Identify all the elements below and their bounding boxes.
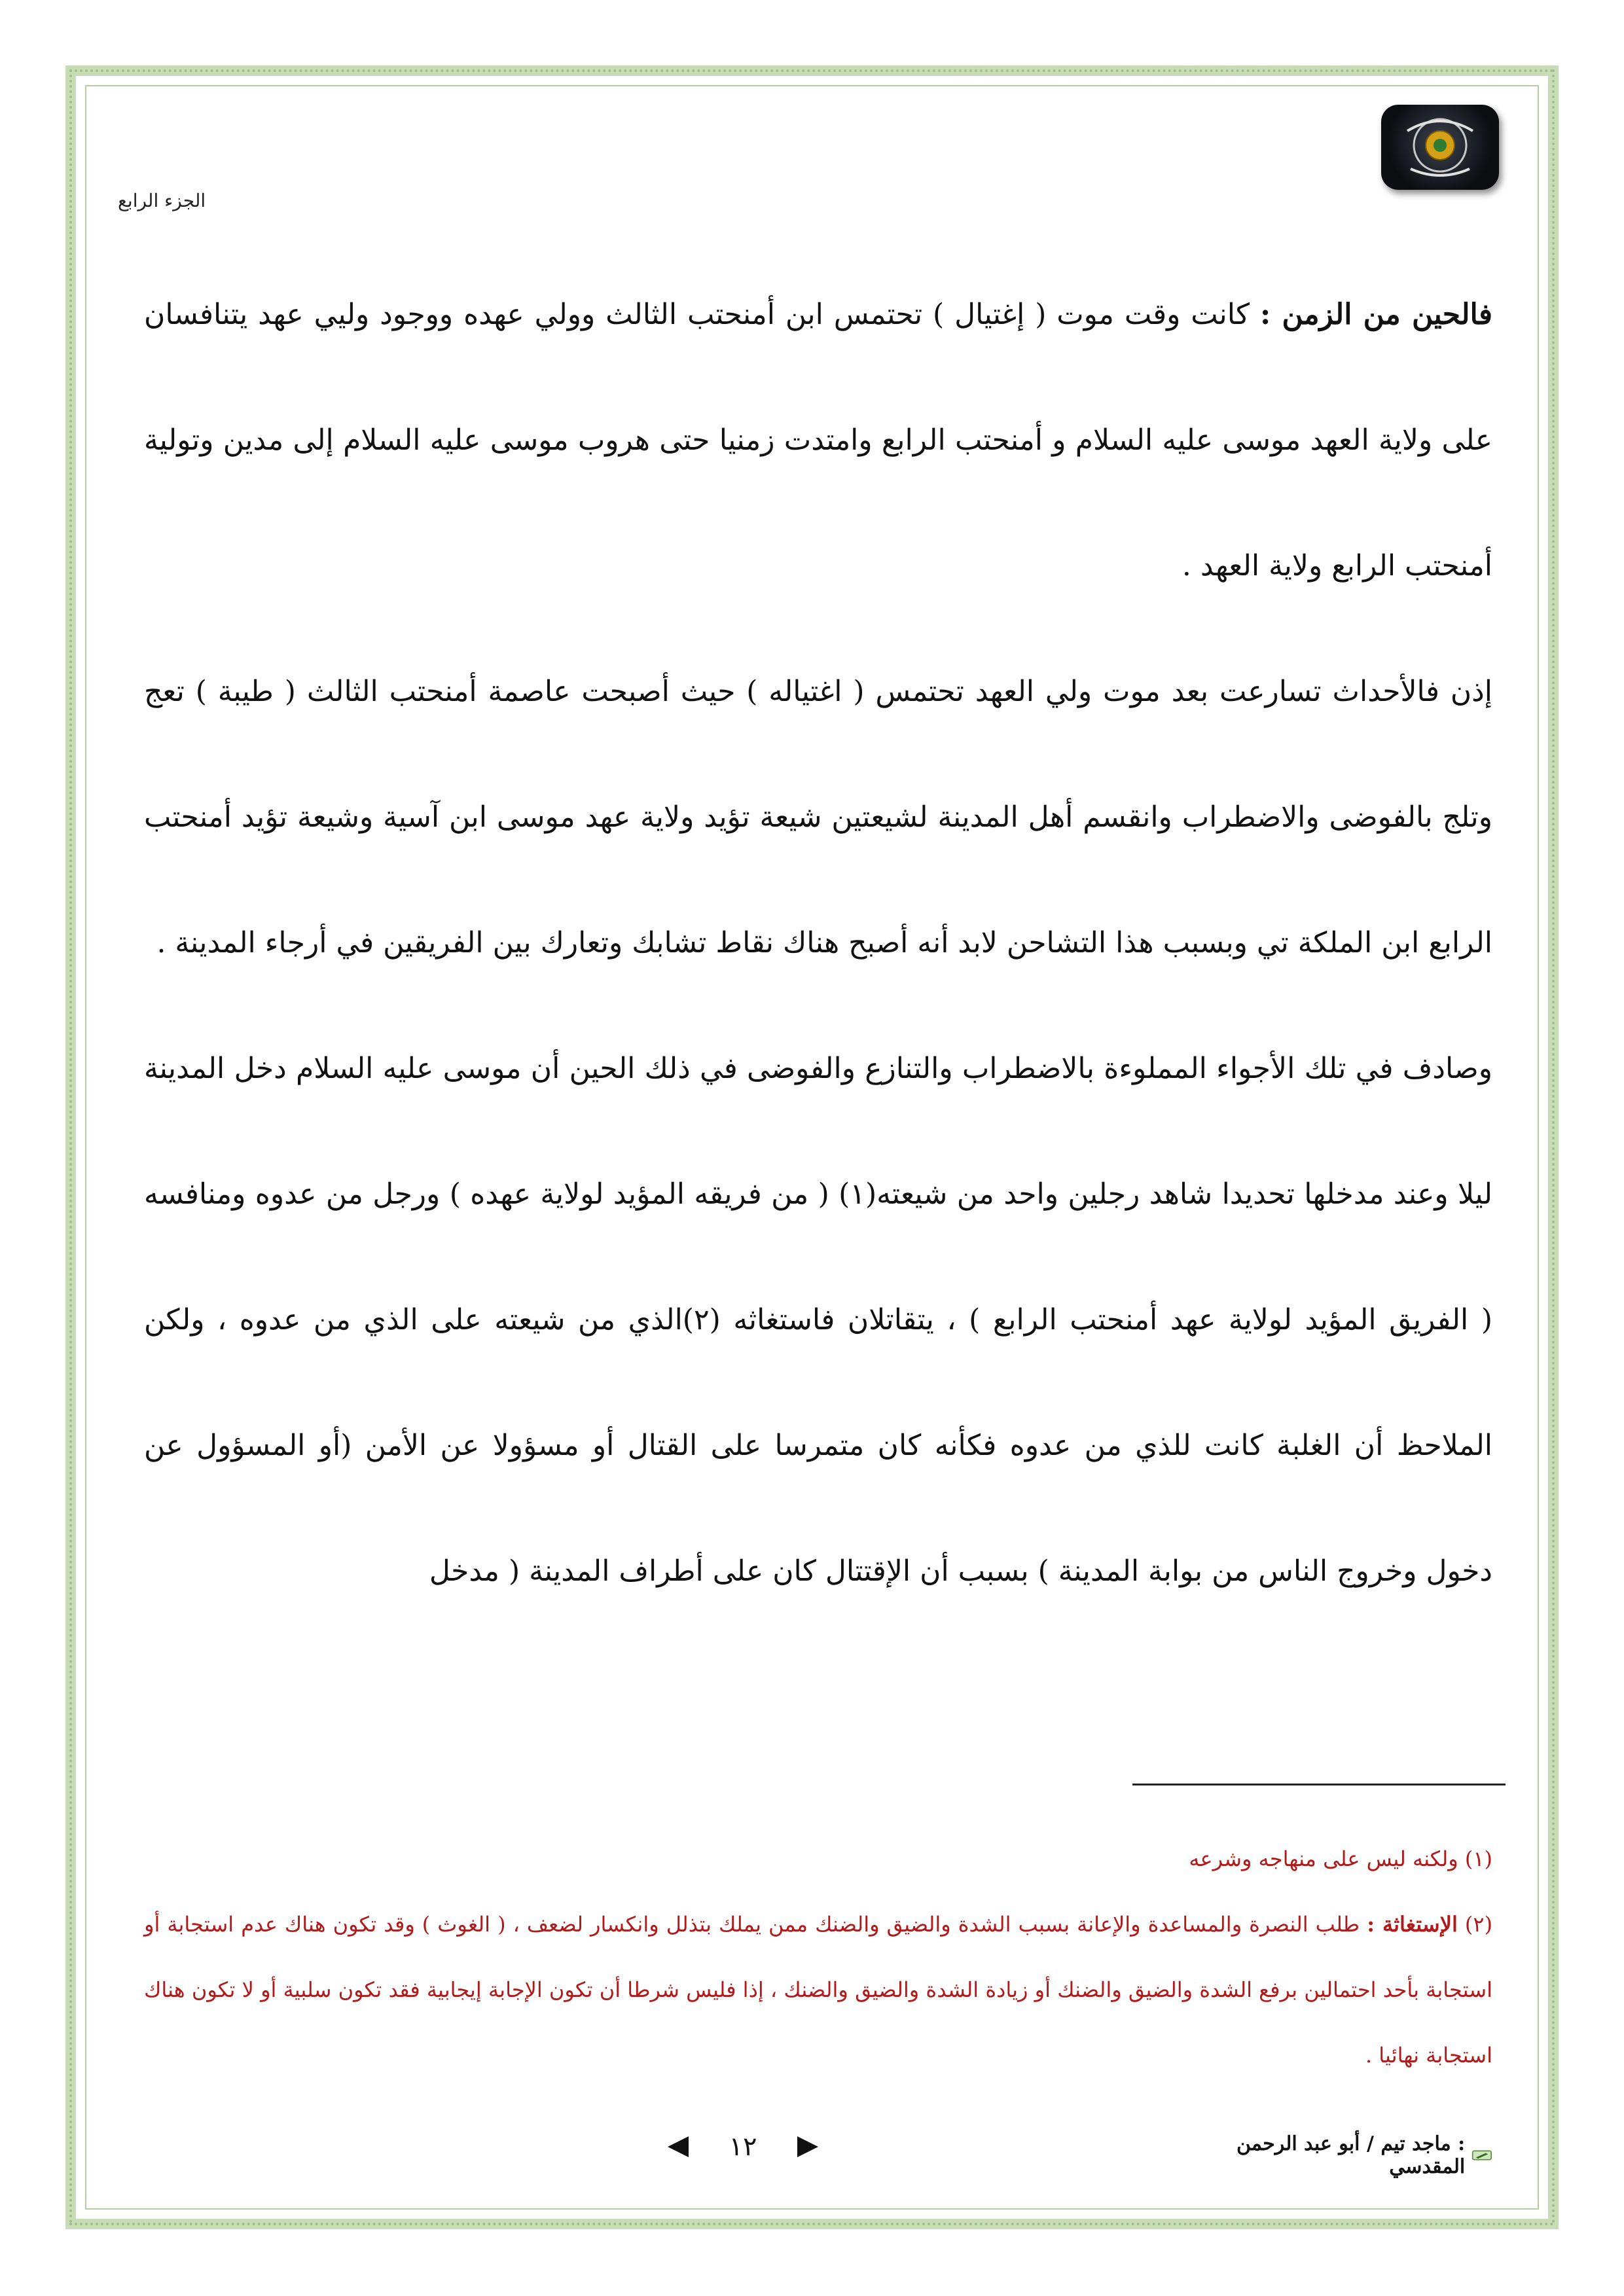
paragraph-1-text: كانت وقت موت ( إغتيال ) تحتمس ابن أمنحتب الثالث وولي عهده ووجود وليي عهد يتنافسان على ولاية العهد موسى عليه السلام و أمنحتب الرابع وامتدت زمنيا حتى هروب موسى عليه السلام إلى مدين وتولية أمنحتب الرابع ولاية العهد . — [144, 298, 1492, 583]
footnote-separator — [1132, 1784, 1506, 1785]
footnote-1: (١) ولكنه ليس على منهاجه وشرعه — [1189, 1846, 1492, 1871]
author-name: : ماجد تيم / أبو عبد الرحمن المقدسي — [1236, 2132, 1466, 2178]
emblem-logo — [1381, 105, 1499, 190]
paragraph-2: إذن فالأحداث تسارعت بعد موت ولي العهد تحتمس ( اغتياله ) حيث أصبحت عاصمة أمنحتب الثالث ( طيبة ) تعج وتلج بالفوضى والاضطراب وانقسم أهل المدينة لشيعتين شيعة تؤيد ولاية عهد موسى ابن آسية وشيعة تؤيد أمنحتب الرابع ابن الملكة تي وبسبب هذا التشاحن لابد أنه أصبح هناك نقاط تشابك وتعارك بين الفريقين في أرجاء المدينة . — [144, 675, 1492, 960]
author-credit — [1204, 2132, 1492, 2178]
page-navigation — [668, 2127, 818, 2166]
footnote-2-text: طلب النصرة والمساعدة والإعانة بسبب الشدة والضيق والضنك ممن يملك بتذلل وانكسار لضعف ، ( الغوث ) وقد تكون هناك عدم استجابة أو استجابة بأحد احتمالين برفع الشدة والضيق والضنك أو زيادة الشدة والضيق والضنك ، إذا فليس شرطا أن تكون الإجابة إيجابية فقد تكون سلبية أو لا تكون هناك استجابة نهائيا . — [144, 1912, 1492, 2068]
paragraph-3: وصادف في تلك الأجواء المملوءة بالاضطراب والتنازع والفوضى في ذلك الحين أن موسى عليه السلام دخل المدينة ليلا وعند مدخلها تحديدا شاهد رجلين واحد من شيعته(١) ( من فريقه المؤيد لولاية عهده ) ورجل من عدوه ومنافسه ( الفريق المؤيد لولاية عهد أمنحتب الرابع ) ، يتقاتلان فاستغاثه (٢)الذي من شيعته على الذي من عدوه ، ولكن الملاحظ أن الغلبة كانت للذي من عدوه فكأنه كان متمرسا على القتال أو مسؤولا عن الأمن (أو المسؤول عن دخول وخروج الناس من بوابة المدينة ) بسبب أن الإقتتال كان على أطراف المدينة ( مدخل — [144, 1052, 1492, 1588]
footnote-2-term: الإستغاثة : — [1367, 1912, 1458, 1937]
part-label: الجزء الرابع — [118, 190, 206, 211]
lead-phrase: فالحين من الزمن : — [1259, 298, 1492, 331]
footnote-2 — [144, 1892, 1492, 2088]
footnote-2-number: (٢) — [1464, 1912, 1493, 1937]
page-number: ١٢ — [729, 2132, 757, 2162]
main-text — [144, 252, 1492, 1634]
footnotes — [144, 1826, 1492, 2088]
arrow-right-icon[interactable] — [797, 2136, 818, 2157]
paragraph-1 — [144, 252, 1492, 629]
arrow-left-icon[interactable] — [668, 2136, 689, 2157]
pen-icon — [1471, 2147, 1492, 2163]
